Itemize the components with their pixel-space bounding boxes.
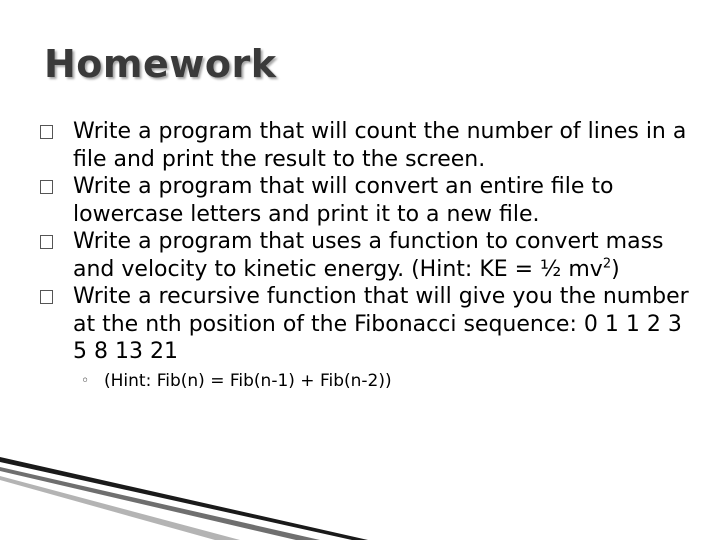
bullet-box-icon [40,235,53,249]
sub-bullet-list [40,369,690,393]
bullet-text: Write a program that will convert an entire file to lowercase letters and print it to a new file. [73,174,614,227]
bullet-item [40,228,690,283]
bullet-item [40,173,690,228]
slide-content [40,118,690,393]
bullet-text-part: ) [611,256,620,282]
slide-title: Homework [44,42,277,86]
sub-bullet-text: (Hint: Fib(n) = Fib(n-1) + Fib(n-2)) [104,370,392,391]
bullet-text: Write a recursive function that will give you the number at the nth position of the Fibonacci sequence: 0 1 1 2 3 5 8 13 21 [73,284,689,364]
bullet-box-icon [40,290,53,304]
bullet-text: Write a program that will count the number of lines in a file and print the result to the screen. [73,119,687,172]
bullet-item [40,283,690,366]
bullet-box-icon [40,180,53,194]
bullet-box-icon [40,125,53,139]
sub-bullet-marker-icon: ◦ [81,372,90,389]
bullet-text [73,229,664,282]
bullet-item [40,118,690,173]
bullet-list [40,118,690,366]
sub-bullet-item [40,369,690,393]
bullet-text-part: Write a program that uses a function to convert mass and velocity to kinetic energy. (Hint: KE = ½ mv [73,229,664,282]
superscript-exponent: 2 [602,256,612,272]
